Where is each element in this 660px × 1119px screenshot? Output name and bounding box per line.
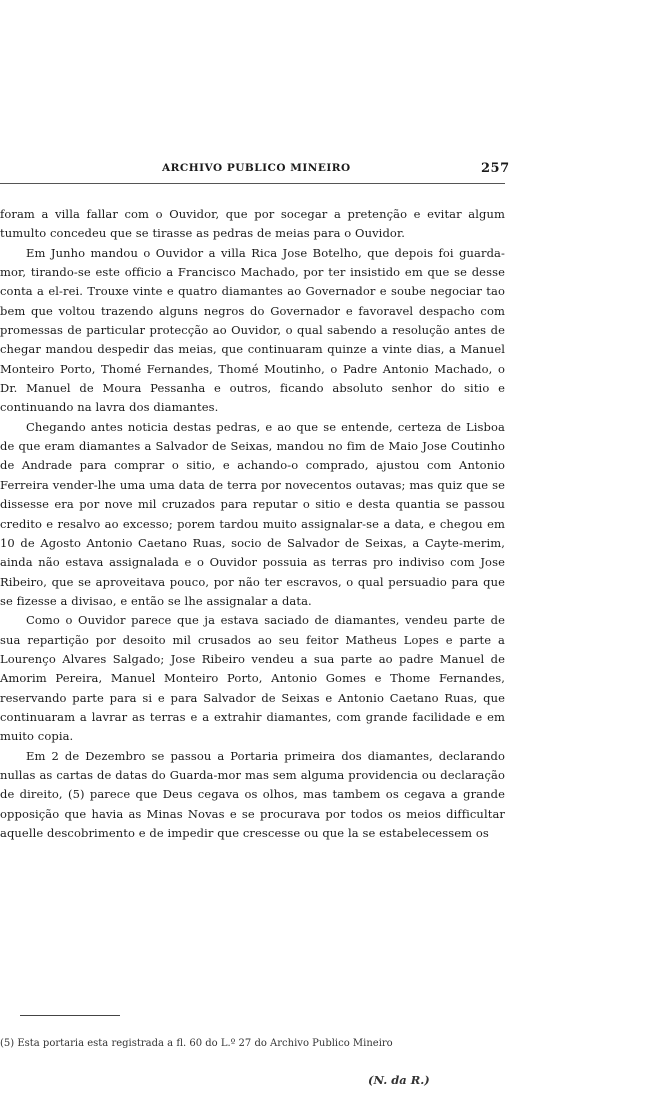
paragraph: Em Junho mandou o Ouvidor a villa Rica Jose Botelho, que depois foi guarda-mor, tirando-se este officio a Francisco Machado, por ter insistido em que se desse conta a el-rei. Trouxe vinte e quatro diamantes ao Governador e soube negociar tao bem que voltou trazendo alguns negros do Governador e favoravel despacho com promessas de particular protecção ao Ouvidor, o qual sabendo a resolução antes de chegar mandou despedir das meias, que continuaram quinze a vinte dias, a Manuel Monteiro Porto, Thomé Fernandes, Thomé Moutinho, o Padre Antonio Machado, o Dr. Manuel de Moura Pessanha e outros, ficando absoluto senhor do sitio e continuando na lavra dos diamantes. (0, 245, 505, 415)
footnote-text: (5) Esta portaria esta registrada a fl. 60 do L.º 27 do Archivo Publico Mineiro (0, 1038, 393, 1049)
paragraph: Chegando antes noticia destas pedras, e ao que se entende, certeza de Lisboa de que eram diamantes a Salvador de Seixas, mandou no fim de Maio Jose Coutinho de Andrade para comprar o sitio, e achando-o comprado, ajustou com Antonio Ferreira vender-lhe uma uma data de terra por novecentos outavas; mas quiz que se dissesse era por nove mil cruzados para reputar o sitio e desta quantia se passou credito e resalvo ao excesso; porem tardou muito assignalar-se a data, e chegou em 10 de Agosto Antonio Caetano Ruas, socio de Salvador de Seixas, a Cayte-merim, ainda não estava assignalada e o Ouvidor possuia as terras pro indiviso com Jose Ribeiro, que se aproveitava pouco, por não ter escravos, o qual persuadio para que se fizesse a divisao, e então se lhe assignalar a data. (0, 419, 505, 608)
footnote-signature: (N. da R.) (368, 1073, 430, 1087)
header-rule (0, 183, 505, 184)
running-title: ARCHIVO PUBLICO MINEIRO (162, 162, 351, 174)
page-number: 257 (481, 161, 510, 176)
paragraph: foram a villa fallar com o Ouvidor, que por socegar a pretenção e evitar algum tumulto concedeu que se tirasse as pedras de meias para o Ouvidor. (0, 207, 505, 241)
footnote-rule (20, 1015, 120, 1016)
paragraph: Como o Ouvidor parece que ja estava saciado de diamantes, vendeu parte de sua repartição por desoito mil crusados ao seu feitor Matheus Lopes e parte a Lourenço Alvares Salgado; Jose Ribeiro vendeu a sua parte ao padre Manuel de Amorim Pereira, Manuel Monteiro Porto, Antonio Gomes e Thome Fernandes, reservando parte para si e para Salvador de Seixas e Antonio Caetano Ruas, que continuaram a lavrar as terras e a extrahir diamantes, com grande facilidade e em muito copia. (0, 613, 505, 744)
page-body (0, 205, 505, 843)
footnote (0, 1035, 505, 1087)
paragraph: Em 2 de Dezembro se passou a Portaria primeira dos diamantes, declarando nullas as cartas de datas do Guarda-mor mas sem alguma providencia ou declaração de direito, (5) parece que Deus cegava os olhos, mas tambem os cegava a grande opposição que havia as Minas Novas e se procurava por todos os meios difficultar aquelle descobrimento e de impedir que crescesse ou que la se estabelecessem os (0, 748, 505, 840)
